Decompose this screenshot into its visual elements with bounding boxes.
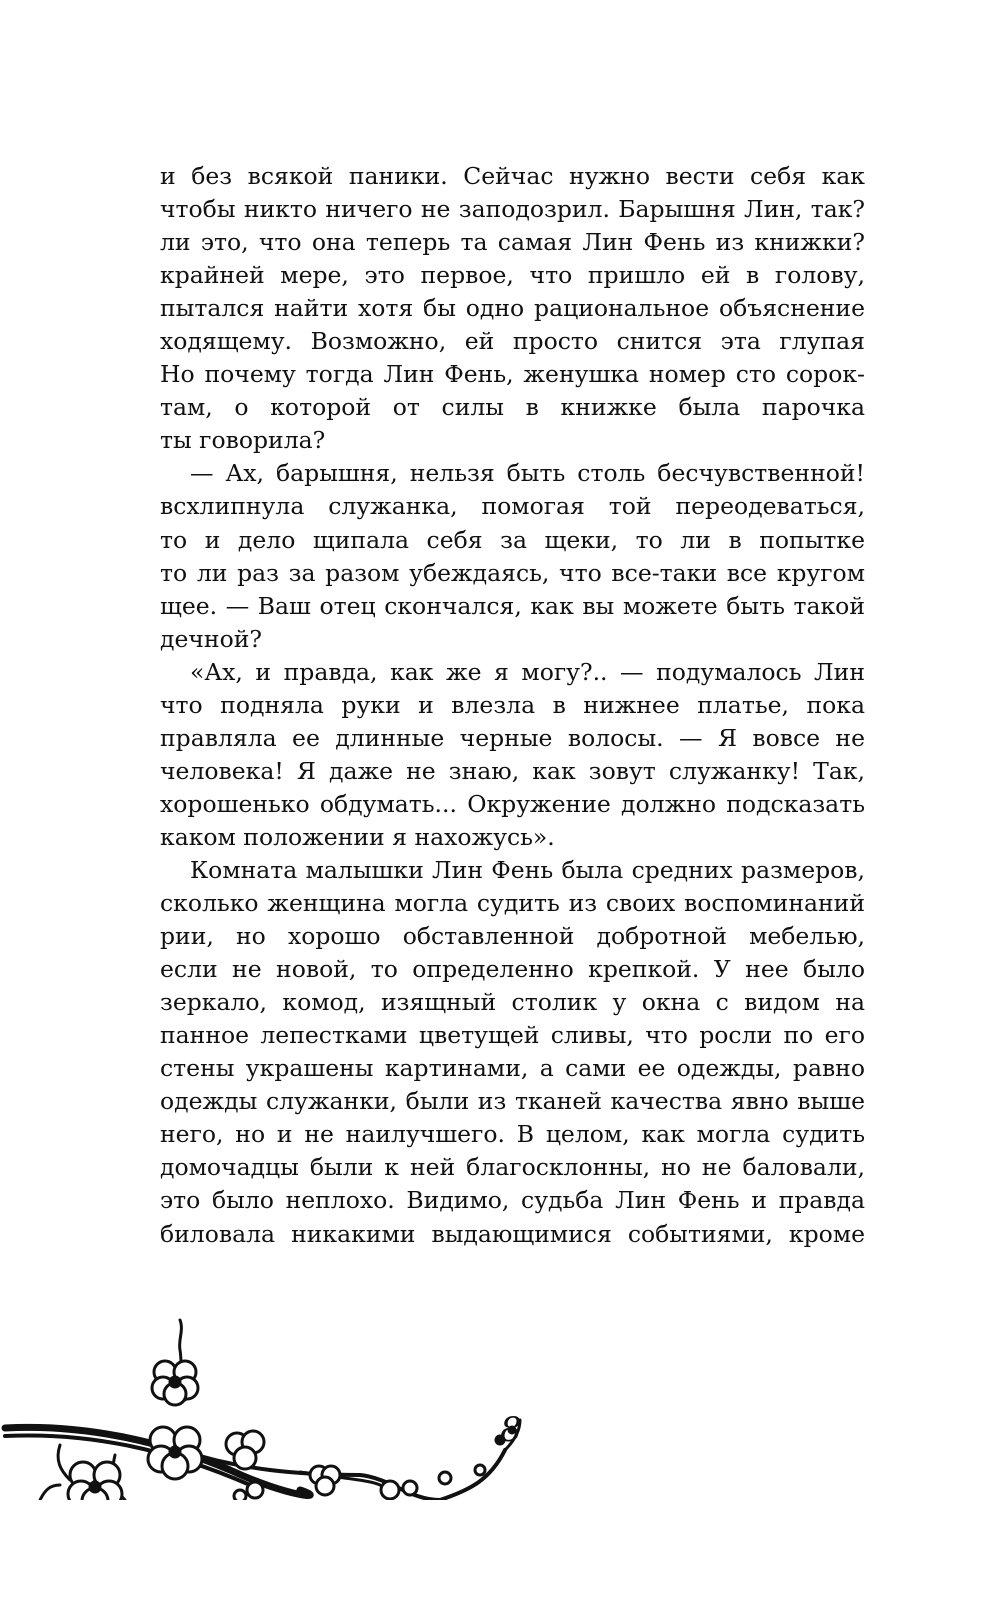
text-line: стены украшены картинами, а сами ее одежды, равно	[160, 1054, 865, 1083]
text-line: каком положении я нахожусь».	[160, 822, 555, 851]
text-line: — Ах, барышня, нельзя быть столь бесчувственной!	[190, 459, 865, 488]
text-line: хорошенько обдумать... Окружение должно подсказать	[160, 789, 865, 818]
text-line: чтобы никто ничего не заподозрил. Барышня Лин, так?	[160, 195, 865, 224]
text-line: рии, но хорошо обставленной добротной мебелью,	[160, 922, 865, 951]
text-line: ли это, что она теперь та самая Лин Фень из книжки?	[160, 228, 865, 257]
text-line: если не новой, то определенно крепкой. У нее было	[160, 955, 865, 984]
text-line: там, о которой от силы в книжке была парочка	[160, 393, 865, 422]
text-line: пытался найти хотя бы одно рациональное объяснение	[160, 294, 865, 323]
text-line: биловала никакими выдающимися событиями, кроме	[160, 1219, 865, 1248]
text-line: Комната малышки Лин Фень была средних размеров,	[190, 855, 865, 884]
text-line: человека! Я даже не знаю, как зовут служанку! Так,	[160, 756, 865, 785]
text-line: «Ах, и правда, как же я могу?.. — подумалось Лин	[190, 657, 865, 686]
text-line: это было неплохо. Видимо, судьба Лин Фень и правда	[160, 1186, 865, 1215]
text-line: щее. — Ваш отец скончался, как вы можете быть такой	[160, 591, 865, 620]
text-line: панное лепестками цветущей сливы, что росли по его	[160, 1021, 865, 1050]
text-line: дечной?	[160, 624, 262, 653]
text-line: ходящему. Возможно, ей просто снится эта глупая	[160, 327, 865, 356]
text-line: зеркало, комод, изящный столик у окна с видом на	[160, 988, 865, 1017]
text-line: сколько женщина могла судить из своих воспоминаний	[160, 889, 865, 918]
text-line: ты говорила?	[160, 426, 326, 455]
text-line: домочадцы были к ней благосклонны, но не баловали,	[160, 1153, 865, 1182]
text-line: него, но и не наилучшего. В целом, как могла судить	[160, 1120, 865, 1149]
text-line: всхлипнула служанка, помогая той переодеваться,	[160, 492, 865, 521]
body-text	[160, 160, 865, 1251]
page-number: 8	[500, 1410, 522, 1450]
text-line: правляла ее длинные черные волосы. — Я вовсе не	[160, 723, 865, 752]
text-line: то и дело щипала себя за щеки, то ли в попытке	[160, 525, 865, 554]
text-line: крайней мере, это первое, что пришло ей в голову,	[160, 261, 865, 290]
text-line: одежды служанки, были из тканей качества явно выше	[160, 1087, 865, 1116]
text-line: и без всякой паники. Сейчас нужно вести себя как	[160, 162, 865, 190]
plum-blossom-branch-ornament	[0, 1300, 560, 1500]
text-line: то ли раз за разом убеждаясь, что все-таки все кругом	[160, 558, 865, 587]
text-line: что подняла руки и влезла в нижнее платье, пока	[160, 690, 865, 719]
text-line: Но почему тогда Лин Фень, женушка номер сто сорок-	[160, 360, 865, 389]
